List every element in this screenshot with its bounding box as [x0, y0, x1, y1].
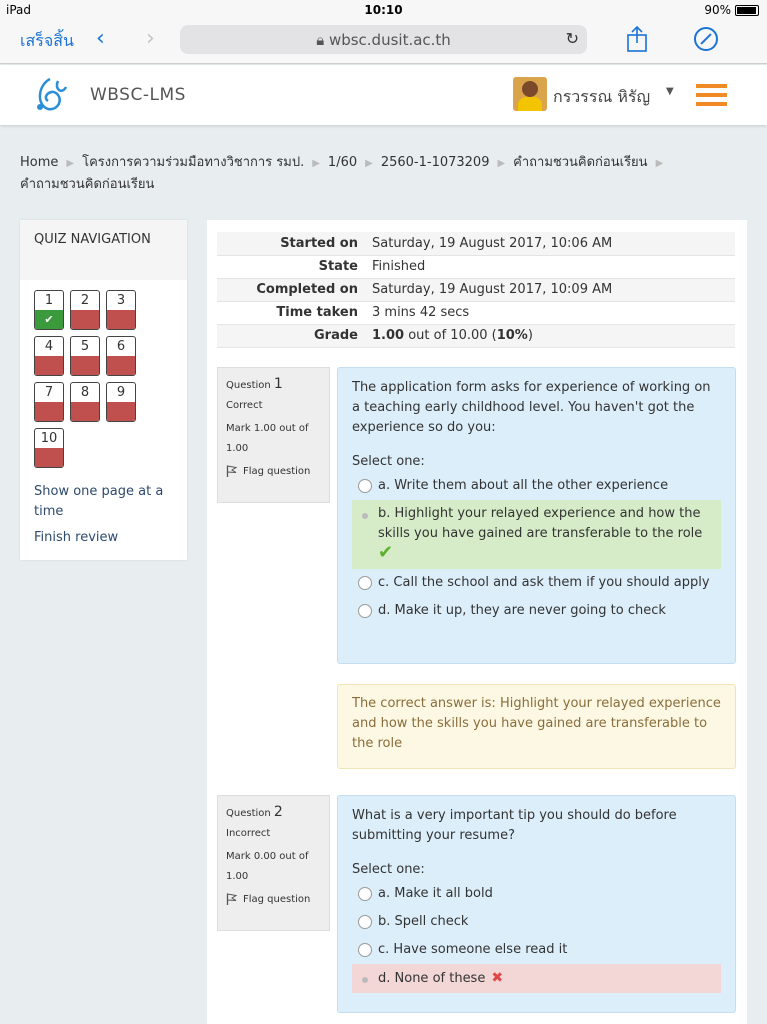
radio-button[interactable] [362, 977, 368, 983]
summary-value: Saturday, 19 August 2017, 10:09 AM [372, 282, 613, 297]
quiz-nav-button-9[interactable]: 9 [106, 382, 136, 422]
back-icon[interactable]: ‹ [96, 26, 105, 51]
caret-down-icon[interactable]: ▼ [666, 86, 674, 97]
question-mark: Mark 1.00 out of 1.00 [226, 423, 309, 454]
quiz-nav-button-7[interactable]: 7 [34, 382, 64, 422]
question-text: What is a very important tip you should do before submitting your resume? [352, 808, 677, 843]
breadcrumb-separator-icon: ▶ [66, 158, 75, 169]
question-state: Incorrect [226, 828, 271, 839]
answer-option-b[interactable]: b. Spell check [352, 908, 721, 936]
attempt-summary-table [217, 232, 735, 348]
table-row [217, 324, 735, 347]
flag-question-button[interactable]: Flag question [226, 893, 321, 905]
table-row [217, 232, 735, 255]
quiz-nav-button-2[interactable]: 2 [70, 290, 100, 330]
table-row [217, 301, 735, 324]
answer-option-c[interactable]: c. Call the school and ask them if you should apply [352, 569, 721, 597]
incorrect-cross-icon: ✖ [491, 970, 504, 986]
site-brand[interactable]: WBSC-LMS [90, 85, 186, 105]
reload-icon[interactable]: ↻ [565, 29, 579, 48]
device-label: iPad [6, 3, 32, 17]
radio-button[interactable] [358, 915, 372, 929]
answer-option-a[interactable]: a. Make it all bold [352, 880, 721, 908]
breadcrumb-separator-icon: ▶ [655, 158, 664, 169]
quiz-nav-button-4[interactable]: 4 [34, 336, 64, 376]
radio-button[interactable] [358, 943, 372, 957]
battery-indicator [704, 3, 759, 17]
select-one-label: Select one: [352, 862, 425, 877]
answer-option-a[interactable]: a. Write them about all the other experience [352, 472, 721, 500]
radio-button[interactable] [362, 513, 368, 519]
question-1-content [337, 367, 736, 664]
compass-icon[interactable] [694, 27, 718, 51]
answer-option-d[interactable]: d. None of these ✖ [352, 964, 721, 993]
radio-button[interactable] [358, 479, 372, 493]
site-logo-icon[interactable] [28, 75, 72, 115]
done-button[interactable]: เสร็จสิ้น [20, 31, 74, 50]
flag-icon [226, 465, 238, 477]
summary-value: Finished [372, 259, 426, 274]
breadcrumb-current[interactable]: คำถามชวนคิดก่อนเรียน [20, 177, 155, 192]
summary-label: State [318, 259, 358, 274]
table-row [217, 255, 735, 278]
browser-toolbar [0, 20, 767, 64]
question-2-info [217, 795, 330, 931]
quiz-review-panel [207, 220, 747, 1024]
breadcrumb-separator-icon: ▶ [497, 158, 506, 169]
breadcrumb [20, 152, 747, 195]
summary-label: Grade [314, 328, 358, 343]
select-one-label: Select one: [352, 454, 425, 469]
answer-option-b[interactable]: b. Highlight your relayed experience and how the skills you have gained are transferable to the role ✔ [352, 500, 721, 569]
breadcrumb-course[interactable]: 2560-1-1073209 [380, 155, 490, 170]
correct-answer-feedback: The correct answer is: Highlight your relayed experience and how the skills you have gained are transferable to the role [337, 684, 736, 769]
quiz-nav-button-3[interactable]: 3 [106, 290, 136, 330]
question-number: Question 2 [226, 804, 283, 820]
breadcrumb-separator-icon: ▶ [365, 158, 373, 169]
flag-question-button[interactable]: Flag question [226, 465, 321, 477]
finish-review-link[interactable]: Finish review [34, 530, 119, 545]
forward-icon[interactable]: › [146, 26, 155, 51]
quiz-nav-button-10[interactable]: 10 [34, 428, 64, 468]
share-icon[interactable] [626, 26, 648, 52]
question-state: Correct [226, 400, 263, 411]
table-row [217, 278, 735, 301]
summary-value: 3 mins 42 secs [372, 305, 470, 320]
answer-option-c[interactable]: c. Have someone else read it [352, 936, 721, 964]
quiz-nav-button-8[interactable]: 8 [70, 382, 100, 422]
quiz-nav-button-5[interactable]: 5 [70, 336, 100, 376]
answer-option-d[interactable]: d. Make it up, they are never going to check [352, 597, 721, 625]
question-1-info [217, 367, 330, 503]
clock: 10:10 [364, 3, 403, 17]
breadcrumb-term[interactable]: 1/60 [327, 155, 358, 170]
quiz-nav-button-1[interactable]: 1 ✔ [34, 290, 64, 330]
address-bar[interactable] [180, 25, 587, 54]
summary-value: Saturday, 19 August 2017, 10:06 AM [372, 235, 613, 251]
avatar[interactable] [513, 77, 547, 111]
breadcrumb-separator-icon: ▶ [312, 158, 320, 169]
question-mark: Mark 0.00 out of 1.00 [226, 851, 309, 882]
breadcrumb-category[interactable]: โครงการความร่วมมือทางวิชาการ รมป. [82, 155, 305, 170]
question-number: Question 1 [226, 376, 283, 392]
breadcrumb-home[interactable]: Home [20, 155, 59, 170]
site-header [0, 65, 767, 125]
radio-button[interactable] [358, 604, 372, 618]
radio-button[interactable] [358, 576, 372, 590]
url-text: 🔒︎ wbsc.dusit.ac.th [316, 31, 451, 49]
grade-value: 1.00 out of 10.00 (10%) [372, 328, 533, 343]
battery-percent: 90% [704, 3, 731, 17]
question-2-content [337, 795, 736, 1013]
quiz-navigation-title: QUIZ NAVIGATION [20, 220, 187, 280]
question-text: The application form asks for experience of working on a teaching early childhood level. You haven't got the experience so do you: [352, 380, 711, 435]
breadcrumb-quiz[interactable]: คำถามชวนคิดก่อนเรียน [513, 155, 648, 170]
quiz-nav-button-6[interactable]: 6 [106, 336, 136, 376]
quiz-navigation-block [20, 220, 187, 560]
summary-label: Completed on [256, 282, 358, 297]
show-one-page-link[interactable]: Show one page at a time [34, 484, 164, 519]
ios-status-bar [0, 0, 767, 20]
battery-icon [735, 5, 759, 16]
correct-check-icon: ✔ [378, 542, 394, 563]
user-menu-name[interactable]: กรวรรณ หิรัญ [553, 87, 651, 106]
radio-button[interactable] [358, 887, 372, 901]
summary-label: Time taken [276, 305, 358, 320]
flag-icon [226, 893, 238, 905]
menu-icon[interactable] [696, 84, 727, 106]
summary-label: Started on [280, 235, 358, 251]
